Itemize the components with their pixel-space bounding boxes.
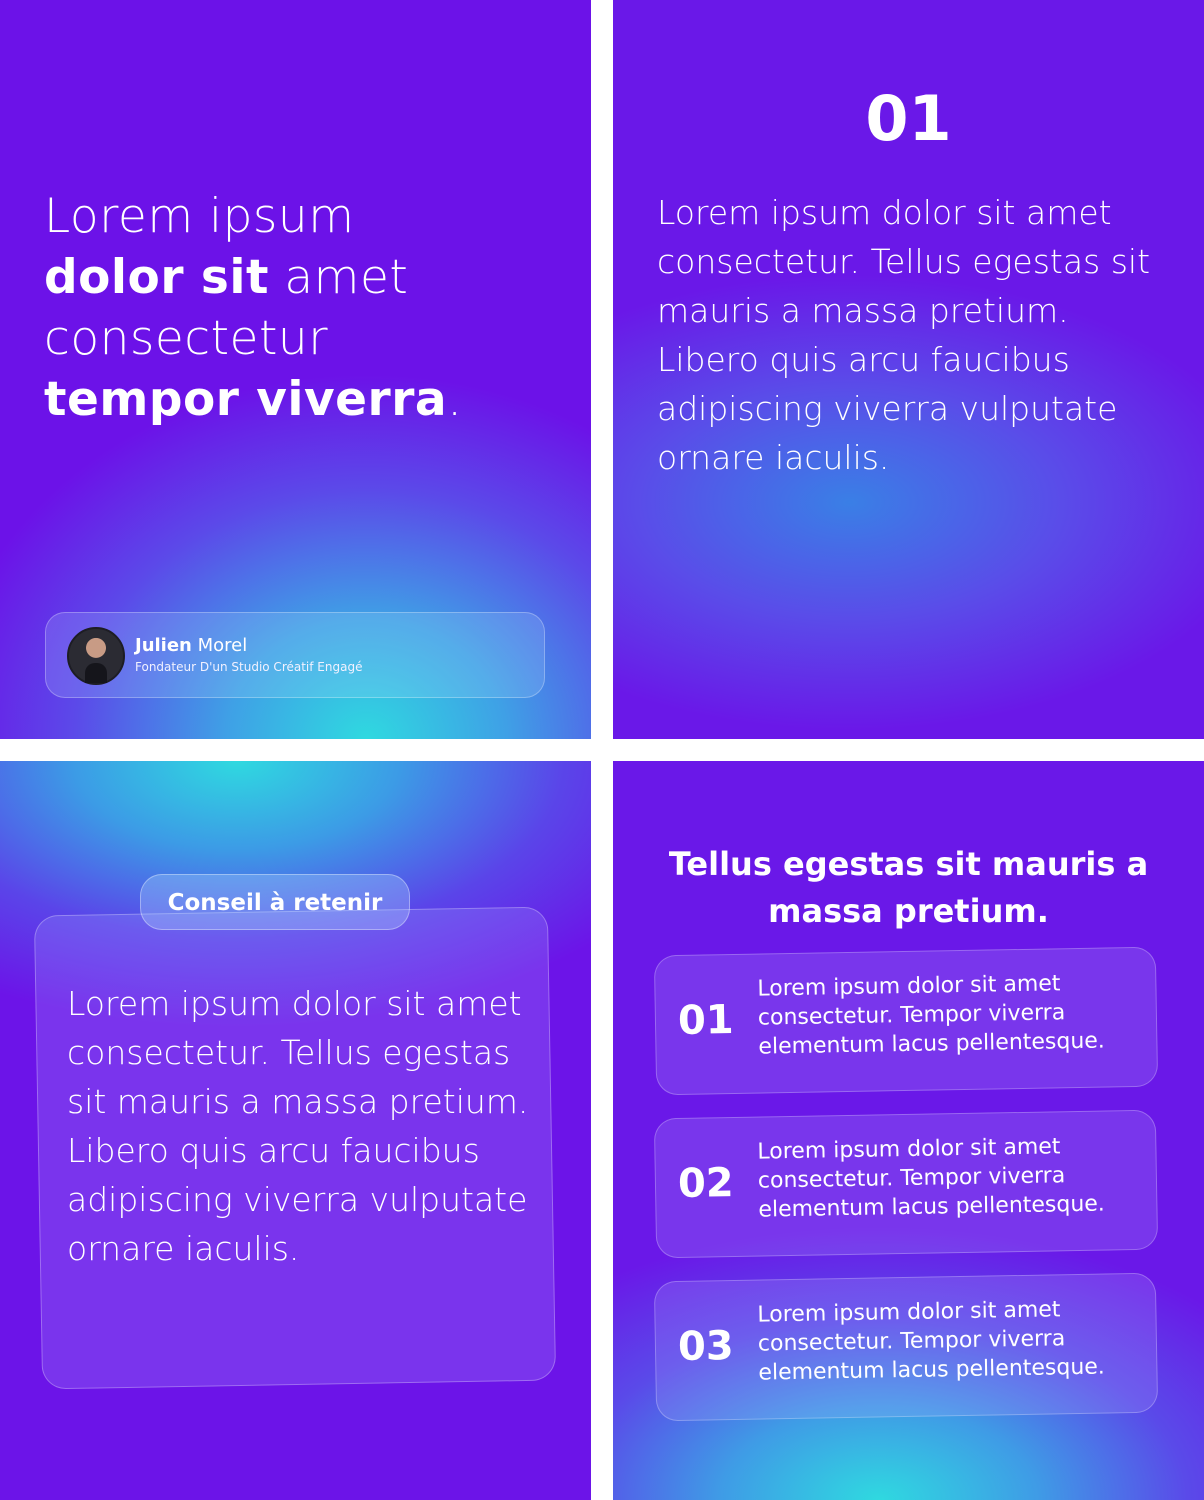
slide-cover <box>0 0 591 739</box>
author-card <box>45 612 545 698</box>
author-first-name: Julien <box>135 635 192 656</box>
list-item-text: Lorem ipsum dolor sit amet consectetur. Tempor viverra elementum lacus pellentesque. <box>757 1297 1106 1386</box>
author-name <box>135 635 247 656</box>
tip-text: Lorem ipsum dolor sit amet consectetur. Tellus egestas sit mauris a massa pretium. Libero quis arcu faucibus adipiscing viverra vulputate ornare iaculis. <box>67 984 529 1268</box>
list-item-text: Lorem ipsum dolor sit amet consectetur. Tempor viverra elementum lacus pellentesque. <box>757 1134 1106 1223</box>
list-item-number: 01 <box>677 997 735 1044</box>
headline-line-1: Lorem ipsum <box>44 189 355 244</box>
slide-tip <box>0 761 591 1500</box>
headline-line-2-rest: amet <box>268 250 409 305</box>
list-item-number: 02 <box>677 1160 735 1207</box>
headline-line-4-bold: tempor viverra <box>44 372 448 427</box>
avatar <box>67 627 125 685</box>
slide-list <box>613 761 1204 1500</box>
list-item-text: Lorem ipsum dolor sit amet consectetur. Tempor viverra elementum lacus pellentesque. <box>757 971 1106 1060</box>
headline-line-4-end: . <box>447 372 463 427</box>
headline-line-3: consectetur <box>44 311 329 366</box>
slide-paragraph-text: Lorem ipsum dolor sit amet consectetur. Tellus egestas sit mauris a massa pretium. Libero quis arcu faucibus adipiscing viverra vulputate ornare iaculis. <box>657 193 1151 477</box>
tip-tab-label: Conseil à retenir <box>140 874 410 930</box>
author-last-name: Morel <box>191 635 248 656</box>
slide-number: 01 <box>865 82 952 155</box>
headline-line-2-bold: dolor sit <box>44 250 269 305</box>
list-item <box>654 1273 1158 1422</box>
list-item <box>654 947 1158 1096</box>
list-item <box>654 1110 1158 1259</box>
cover-headline <box>44 186 463 430</box>
list-title: Tellus egestas sit mauris a massa pretium. <box>668 845 1149 930</box>
author-title: Fondateur D'un Studio Créatif Engagé <box>135 660 363 674</box>
list-item-number: 03 <box>677 1323 735 1370</box>
slide-paragraph <box>613 0 1204 739</box>
